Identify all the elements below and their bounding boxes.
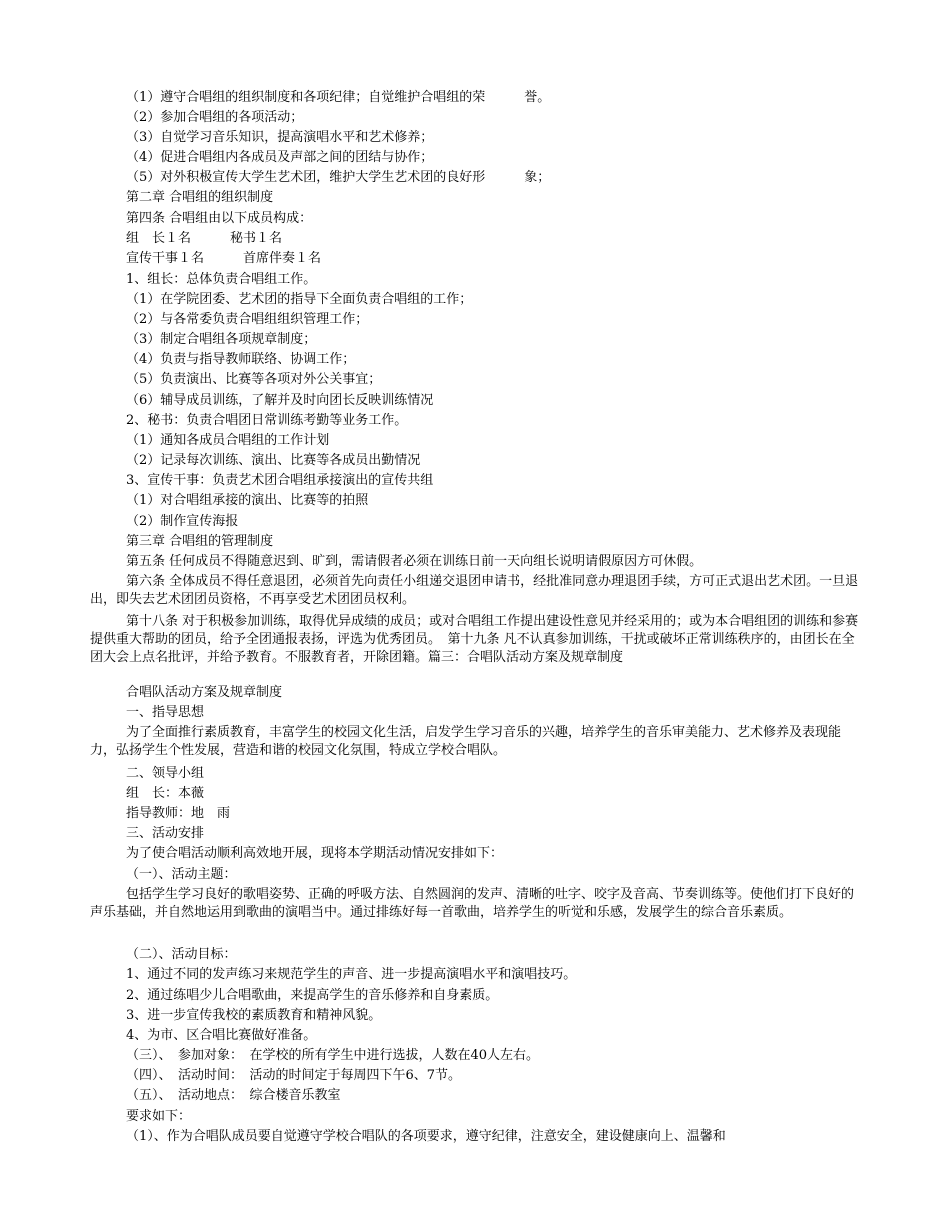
text-line: （1）遵守合唱组的组织制度和各项纪律；自觉维护合唱组的荣 誉。: [126, 90, 551, 105]
text-line: 组 长：本薇: [126, 786, 205, 801]
text-line: （2）与各常委负责合唱组组织管理工作；: [126, 312, 369, 327]
subsection-heading: （二）、活动目标：: [126, 947, 237, 962]
text-line: （1）通知各成员合唱组的工作计划: [126, 433, 330, 448]
text-line: 1、组长：总体负责合唱组工作。: [126, 272, 317, 287]
paragraph: 第六条 全体成员不得任意退团，必须首先向责任小组递交退团申请书，经批准同意办理退团手续，方可正式退出艺术团。一旦退出，即失去艺术团团员资格，不再享受艺术团团员权利。: [90, 574, 859, 607]
text-line: 3、宣传干事：负责艺术团合唱组承接演出的宣传共组: [126, 473, 434, 488]
text-line: （3）制定合唱组各项规章制度；: [126, 332, 317, 347]
section-title: 合唱队活动方案及规章制度: [126, 685, 283, 700]
subsection-heading: （一）、活动主题：: [126, 867, 237, 882]
text-line: （1）在学院团委、艺术团的指导下全面负责合唱组的工作；: [126, 292, 473, 307]
text-line: （4）促进合唱组内各成员及声部之间的团结与协作；: [126, 150, 434, 165]
chapter-heading: 第三章 合唱组的管理制度: [126, 534, 274, 549]
text-line: （三）、 参加对象： 在学校的所有学生中进行选拔，人数在40人左右。: [126, 1048, 540, 1063]
text-line: （5）对外积极宣传大学生艺术团，维护大学生艺术团的良好形 象；: [126, 170, 551, 185]
paragraph: 为了全面推行素质教育，丰富学生的校园文化生活，启发学生学习音乐的兴趣，培养学生的音乐审美能力、艺术修养及表现能力，弘扬学生个性发展，营造和谐的校园文化氛围，特成立学校合唱队。: [90, 725, 842, 758]
section-heading: 三、活动安排: [126, 826, 205, 841]
text-line: 要求如下：: [126, 1109, 192, 1124]
text-line: （1）、作为合唱队成员要自觉遵守学校合唱队的各项要求，遵守纪律，注意安全，建设健康向上、温馨和: [126, 1129, 726, 1144]
text-line: （2）记录每次训练、演出、比赛等各成员出勤情况: [126, 453, 421, 468]
text-line: （2）制作宣传海报: [126, 514, 239, 529]
text-line: （1）对合唱组承接的演出、比赛等的拍照: [126, 493, 369, 508]
text-line: 组 长１名 秘书１名: [126, 231, 283, 246]
paragraph: 包括学生学习良好的歌唱姿势、正确的呼吸方法、自然圆润的发声、清晰的吐字、咬字及音高、节奏训练等。使他们打下良好的声乐基础，并自然地运用到歌曲的演唱当中。通过排练好每一首歌曲，培养学生的听觉和乐感，发展学生的综合音乐素质。: [90, 887, 855, 920]
text-line: （5）负责演出、比赛等各项对外公关事宜；: [126, 372, 382, 387]
text-line: 第四条 合唱组由以下成员构成：: [126, 211, 313, 226]
text-line: （四）、 活动时间： 活动的时间定于每周四下午6、7节。: [126, 1068, 462, 1083]
text-line: （2）参加合唱组的各项活动；: [126, 110, 304, 125]
text-line: 2、通过练唱少儿合唱歌曲，来提高学生的音乐修养和自身素质。: [126, 988, 499, 1003]
chapter-heading: 第二章 合唱组的组织制度: [126, 190, 274, 205]
text-line: 为了使合唱活动顺利高效地开展，现将本学期活动情况安排如下：: [126, 846, 504, 861]
text-line: 宣传干事１名 首席伴奏１名: [126, 251, 322, 266]
text-line: 第五条 任何成员不得随意迟到、旷到，需请假者必须在训练日前一天向组长说明请假原因方可休假。: [126, 554, 703, 569]
paragraph: 第十八条 对于积极参加训练，取得优异成绩的成员；或对合唱组工作提出建设性意见并经采用的；或为本合唱组团的训练和参赛提供重大帮助的团员，给予全团通报表扬，评选为优秀团员。 第十九条 凡不认真参加训练，干扰或破坏正常训练秩序的，由团长在全团大会上点名批评，并给予教育。不服教育者，开除团籍。篇三：合唱队活动方案及规章制度: [90, 614, 859, 665]
section-heading: 二、领导小组: [126, 766, 205, 781]
text-line: 指导教师：地 雨: [126, 806, 231, 821]
text-line: 4、为市、区合唱比赛做好准备。: [126, 1028, 317, 1043]
text-line: （6）辅导成员训练，了解并及时向团长反映训练情况: [126, 393, 434, 408]
section-heading: 一、指导思想: [126, 705, 205, 720]
text-line: 1、通过不同的发声练习来规范学生的声音、进一步提高演唱水平和演唱技巧。: [126, 967, 577, 982]
text-line: （4）负责与指导教师联络、协调工作；: [126, 352, 356, 367]
text-line: 2、秘书：负责合唱团日常训练考勤等业务工作。: [126, 413, 408, 428]
text-line: （五）、 活动地点： 综合楼音乐教室: [126, 1088, 341, 1103]
text-line: （3）自觉学习音乐知识，提高演唱水平和艺术修养；: [126, 130, 434, 145]
text-line: 3、进一步宣传我校的素质教育和精神风貌。: [126, 1008, 382, 1023]
